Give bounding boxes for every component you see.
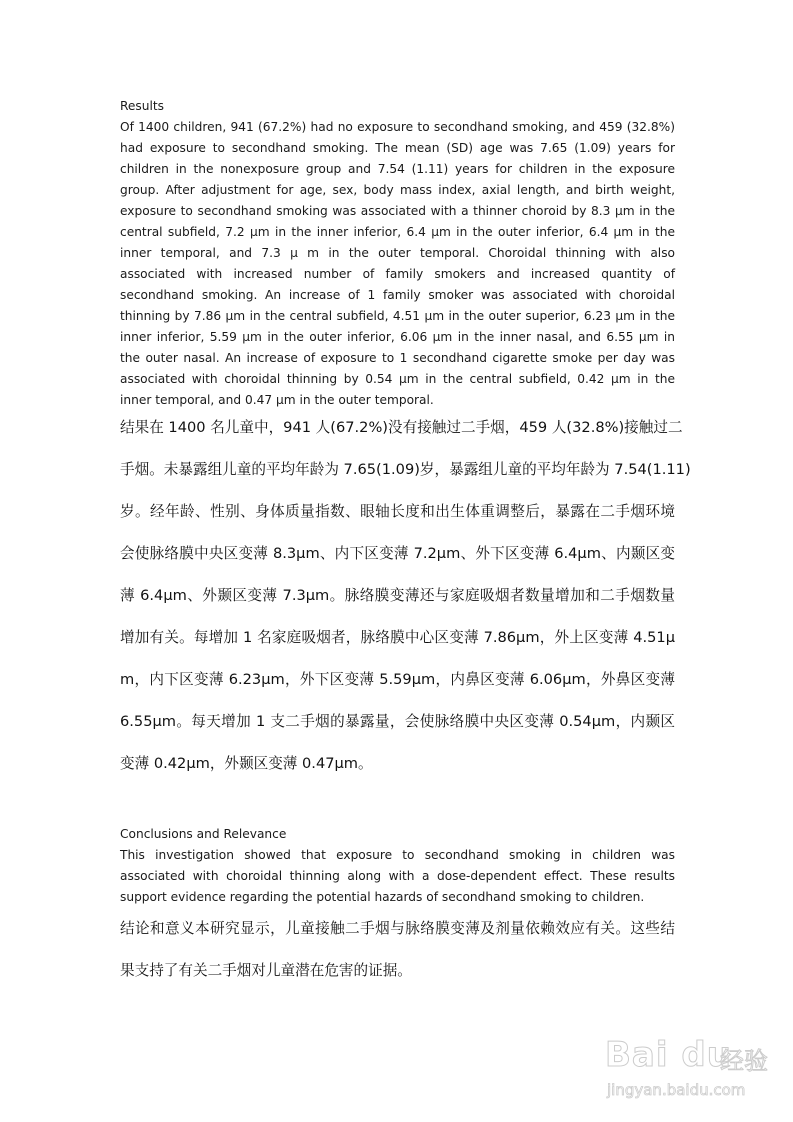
results-zh-line: 薄 6.4μm、外颞区变薄 7.3μm。脉络膜变薄还与家庭吸烟者数量增加和二手烟数量 bbox=[120, 587, 675, 604]
results-en-line: exposure to secondhand smoking was associated with a thinner choroid by 8.3 μm in the bbox=[120, 203, 675, 218]
conclusions-zh-line: 果支持了有关二手烟对儿童潜在危害的证据。 bbox=[120, 962, 412, 979]
conclusions-en-line: support evidence regarding the potential hazards of secondhand smoking to children. bbox=[120, 889, 645, 904]
baidu-watermark-logo bbox=[605, 1035, 775, 1105]
results-en-line: had exposure to secondhand smoking. The mean (SD) age was 7.65 (1.09) years for bbox=[120, 140, 675, 155]
conclusions-en-line: associated with choroidal thinning along with a dose-dependent effect. These results bbox=[120, 868, 675, 883]
results-en-line: inner temporal, and 0.47 μm in the outer temporal. bbox=[120, 392, 434, 407]
results-en-line: inner inferior, 5.59 μm in the outer inferior, 6.06 μm in the inner nasal, and 6.55 μm in bbox=[120, 329, 675, 344]
results-zh-line: 手烟。未暴露组儿童的平均年龄为 7.65(1.09)岁，暴露组儿童的平均年龄为 7.54(1.11) bbox=[120, 461, 691, 478]
results-heading: Results bbox=[120, 98, 165, 113]
results-en-line: associated with choroidal thinning by 0.54 μm in the central subfield, 0.42 μm in the bbox=[120, 371, 675, 386]
results-zh-line: 变薄 0.42μm，外颞区变薄 0.47μm。 bbox=[120, 755, 373, 772]
results-en-line: the outer nasal. An increase of exposure to 1 secondhand cigarette smoke per day was bbox=[120, 350, 675, 365]
results-en-line: thinning by 7.86 μm in the central subfield, 4.51 μm in the outer superior, 6.23 μm in the bbox=[120, 308, 675, 323]
conclusions-zh-line: 结论和意义本研究显示，儿童接触二手烟与脉络膜变薄及剂量依赖效应有关。这些结 bbox=[120, 920, 675, 937]
results-zh-line: 6.55μm。每天增加 1 支二手烟的暴露量，会使脉络膜中央区变薄 0.54μm，内颞区 bbox=[120, 713, 675, 730]
results-en-line: children in the nonexposure group and 7.54 (1.11) years for children in the exposure bbox=[120, 161, 675, 176]
results-en-line: inner temporal, and 7.3 μ m in the outer temporal. Choroidal thinning with also bbox=[120, 245, 675, 260]
results-en-line: group. After adjustment for age, sex, body mass index, axial length, and birth weight, bbox=[120, 182, 675, 197]
conclusions-heading: Conclusions and Relevance bbox=[120, 826, 287, 841]
results-zh-line: 增加有关。每增加 1 名家庭吸烟者，脉络膜中心区变薄 7.86μm，外上区变薄 4.51μ bbox=[120, 629, 675, 646]
results-en-line: central subfield, 7.2 μm in the inner inferior, 6.4 μm in the outer inferior, 6.4 μm in the bbox=[120, 224, 675, 239]
results-zh-line: 结果在 1400 名儿童中，941 人(67.2%)没有接触过二手烟，459 人(32.8%)接触过二 bbox=[120, 419, 683, 436]
results-zh-line: m，内下区变薄 6.23μm，外下区变薄 5.59μm，内鼻区变薄 6.06μm，外鼻区变薄 bbox=[120, 671, 675, 688]
watermark-logo-text: Bai du bbox=[605, 1035, 732, 1075]
watermark-logo-cn: 经验 bbox=[720, 1047, 768, 1075]
results-zh-line: 岁。经年龄、性别、身体质量指数、眼轴长度和出生体重调整后，暴露在二手烟环境 bbox=[120, 503, 675, 520]
results-en-line: associated with increased number of family smokers and increased quantity of bbox=[120, 266, 675, 281]
results-zh-line: 会使脉络膜中央区变薄 8.3μm、内下区变薄 7.2μm、外下区变薄 6.4μm、内颞区变 bbox=[120, 545, 675, 562]
conclusions-en-line: This investigation showed that exposure to secondhand smoking in children was bbox=[120, 847, 675, 862]
results-en-line: secondhand smoking. An increase of 1 family smoker was associated with choroidal bbox=[120, 287, 675, 302]
results-en-line: Of 1400 children, 941 (67.2%) had no exposure to secondhand smoking, and 459 (32.8%) bbox=[120, 119, 675, 134]
watermark-url: jingyan.baidu.com bbox=[607, 1081, 746, 1099]
